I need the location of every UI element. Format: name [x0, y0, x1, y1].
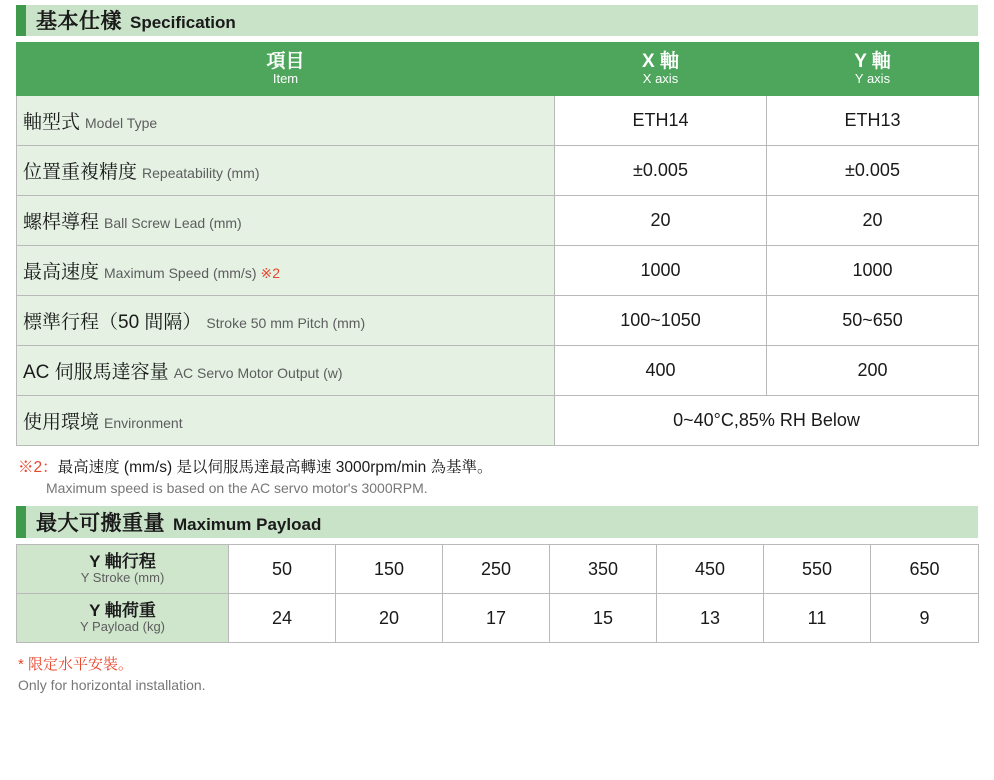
cell-x-repeatability: ±0.005 — [555, 146, 767, 196]
table-row — [17, 146, 979, 196]
cell-y-stroke: 50~650 — [767, 296, 979, 346]
row-header-y-payload-en: Y Payload (kg) — [79, 619, 166, 635]
row-label-en: Environment — [104, 415, 183, 431]
cell-payload-6: 9 — [871, 594, 979, 643]
row-label-en: Ball Screw Lead (mm) — [104, 215, 242, 231]
footnote-text-cn: 最高速度 (mm/s) 是以伺服馬達最高轉速 3000rpm/min 為基準。 — [57, 459, 493, 476]
row-header-y-stroke-en: Y Stroke (mm) — [80, 570, 165, 586]
table-header-row — [17, 43, 979, 96]
cell-y-maximum-speed: 1000 — [767, 246, 979, 296]
speed-footnote-line-en: Maximum speed is based on the AC servo motor's 3000RPM. — [46, 480, 428, 496]
row-label-en: AC Servo Motor Output (w) — [173, 365, 343, 381]
cell-payload-1: 20 — [336, 594, 443, 643]
column-header-y-axis — [767, 43, 979, 96]
row-label-cn: 使用環境 — [23, 412, 100, 433]
cell-y-repeatability: ±0.005 — [767, 146, 979, 196]
column-header-y-axis-en: Y axis — [854, 71, 891, 87]
row-label-model-type — [17, 96, 555, 146]
cell-stroke-2: 250 — [443, 545, 550, 594]
specification-table — [16, 42, 979, 446]
column-header-y-axis-cn: Y 軸 — [854, 51, 891, 73]
row-label-cn: AC 伺服馬達容量 — [23, 362, 169, 383]
speed-footnote-line-cn — [18, 455, 978, 477]
row-label-environment — [17, 396, 555, 446]
specification-title-cn: 基本仕樣 — [36, 10, 122, 33]
column-header-item — [17, 43, 555, 96]
section-accent-tab — [16, 4, 26, 36]
table-row — [17, 594, 979, 643]
cell-payload-2: 17 — [443, 594, 550, 643]
row-label-repeatability — [17, 146, 555, 196]
cell-x-ball-screw-lead: 20 — [555, 196, 767, 246]
row-label-ball-screw-lead — [17, 196, 555, 246]
specification-table-head — [17, 43, 979, 96]
cell-stroke-6: 650 — [871, 545, 979, 594]
cell-y-model-type: ETH13 — [767, 96, 979, 146]
cell-environment-merged: 0~40°C,85% RH Below — [555, 396, 979, 446]
table-row — [17, 545, 979, 594]
payload-title-cn: 最大可搬重量 — [36, 512, 165, 535]
cell-payload-3: 15 — [550, 594, 657, 643]
specification-section-header — [16, 4, 978, 36]
column-header-item-cn: 項目 — [266, 51, 305, 73]
installation-note — [18, 653, 978, 693]
spec-sheet-page — [0, 4, 994, 780]
table-row — [17, 196, 979, 246]
cell-x-servo-motor-output: 400 — [555, 346, 767, 396]
cell-payload-5: 11 — [764, 594, 871, 643]
table-row — [17, 396, 979, 446]
table-row — [17, 246, 979, 296]
payload-section — [16, 506, 978, 643]
row-label-cn: 最高速度 — [23, 262, 100, 283]
column-header-x-axis — [555, 43, 767, 96]
row-header-y-payload — [17, 594, 229, 643]
payload-table-body — [17, 545, 979, 643]
row-label-cn: 位置重複精度 — [23, 162, 138, 183]
row-header-y-stroke — [17, 545, 229, 594]
column-header-x-axis-en: X axis — [642, 71, 679, 87]
cell-stroke-1: 150 — [336, 545, 443, 594]
speed-footnote — [18, 455, 978, 496]
cell-stroke-4: 450 — [657, 545, 764, 594]
section-accent-tab — [16, 506, 26, 538]
row-label-maximum-speed — [17, 246, 555, 296]
row-label-en: Maximum Speed (mm/s) — [104, 265, 257, 281]
payload-section-header — [16, 506, 978, 538]
specification-table-body — [17, 96, 979, 446]
cell-y-servo-motor-output: 200 — [767, 346, 979, 396]
cell-x-model-type: ETH14 — [555, 96, 767, 146]
table-row — [17, 346, 979, 396]
top-divider — [16, 4, 978, 5]
payload-section-titles — [26, 507, 321, 537]
row-label-footnote-marker: ※2 — [260, 265, 281, 281]
row-header-y-payload-cn: Y 軸荷重 — [89, 601, 156, 621]
cell-x-stroke: 100~1050 — [555, 296, 767, 346]
row-label-en: Model Type — [85, 115, 158, 131]
column-header-item-en: Item — [272, 71, 299, 87]
table-row — [17, 296, 979, 346]
table-row — [17, 96, 979, 146]
cell-stroke-0: 50 — [229, 545, 336, 594]
cell-x-maximum-speed: 1000 — [555, 246, 767, 296]
footnote-marker: ※2： — [18, 459, 58, 476]
payload-title-en: Maximum Payload — [173, 515, 322, 534]
row-label-cn: 螺桿導程 — [23, 212, 100, 233]
row-label-en: Stroke 50 mm Pitch (mm) — [206, 315, 366, 331]
row-label-stroke — [17, 296, 555, 346]
row-header-y-stroke-cn: Y 軸行程 — [89, 552, 156, 572]
cell-stroke-3: 350 — [550, 545, 657, 594]
installation-note-en: Only for horizontal installation. — [18, 677, 206, 693]
row-label-en: Repeatability (mm) — [142, 165, 260, 181]
row-label-cn: 標準行程（50 間隔） — [23, 312, 202, 333]
installation-note-cn: * 限定水平安裝。 — [18, 656, 134, 673]
payload-table — [16, 544, 979, 643]
cell-y-ball-screw-lead: 20 — [767, 196, 979, 246]
row-label-cn: 軸型式 — [23, 112, 81, 133]
specification-section-titles — [26, 5, 236, 35]
cell-stroke-5: 550 — [764, 545, 871, 594]
row-label-servo-motor-output — [17, 346, 555, 396]
cell-payload-4: 13 — [657, 594, 764, 643]
column-header-x-axis-cn: X 軸 — [642, 51, 679, 73]
specification-title-en: Specification — [130, 13, 236, 32]
cell-payload-0: 24 — [229, 594, 336, 643]
